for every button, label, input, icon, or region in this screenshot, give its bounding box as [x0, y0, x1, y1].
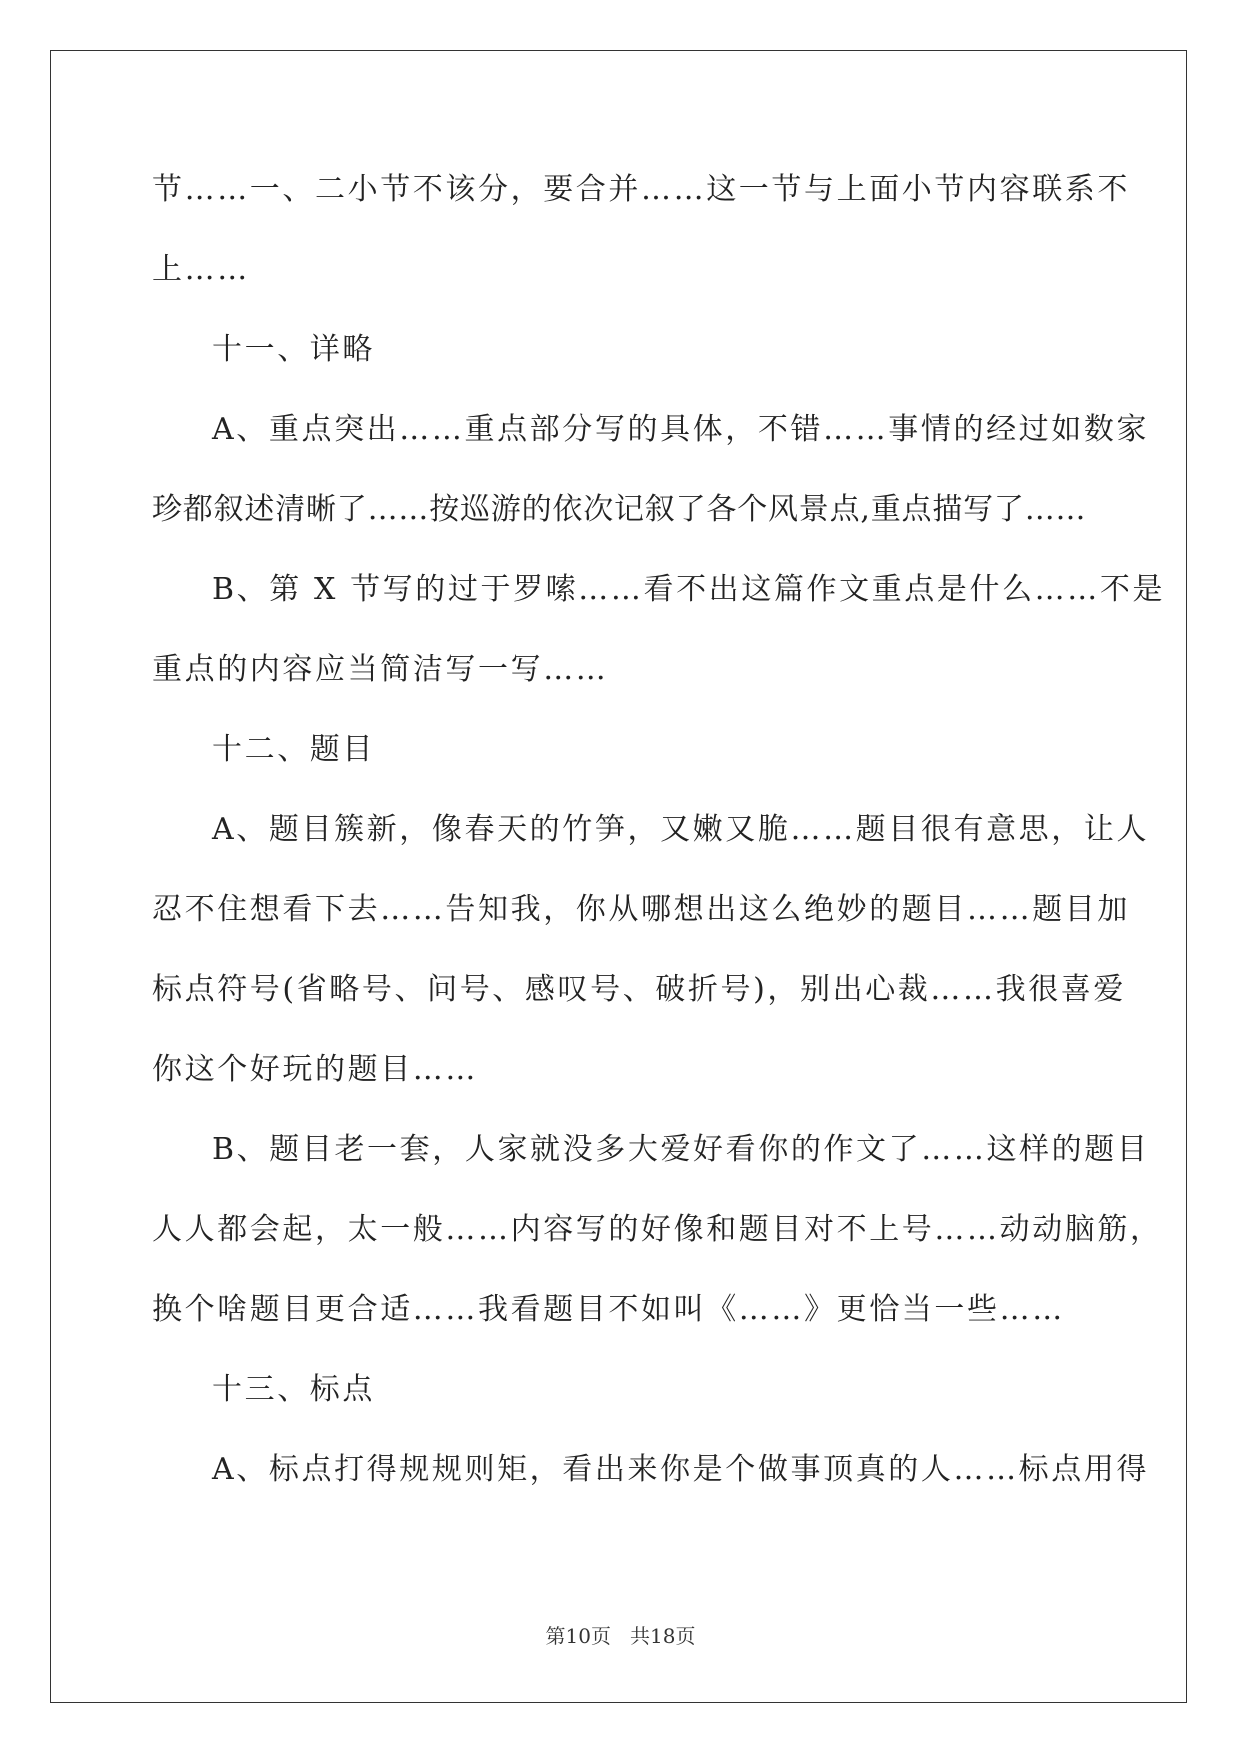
body-line: B、第 X 节写的过于罗嗦……看不出这篇作文重点是什么……不是 [212, 572, 1166, 607]
body-line: A、题目簇新，像春天的竹笋，又嫩又脆……题目很有意思，让人 [212, 812, 1150, 847]
body-line: 珍都叙述清晰了……按巡游的依次记叙了各个风景点,重点描写了…… [152, 492, 1087, 527]
section-heading: 十二、题目 [212, 732, 375, 767]
body-line: 重点的内容应当简洁写一写…… [152, 652, 609, 687]
section-heading: 十一、详略 [212, 332, 375, 367]
body-line: 上…… [152, 252, 250, 287]
body-line: 人人都会起，太一般……内容写的好像和题目对不上号……动动脑筋， [152, 1212, 1163, 1247]
body-line: A、标点打得规规则矩，看出来你是个做事顶真的人……标点用得 [212, 1452, 1150, 1487]
page-number-footer: 第10页 共18页 [545, 1624, 696, 1648]
body-line: 标点符号(省略号、问号、感叹号、破折号)，别出心裁……我很喜爱 [152, 972, 1127, 1007]
body-line: B、题目老一套，人家就没多大爱好看你的作文了……这样的题目 [212, 1132, 1150, 1167]
body-line: 节……一、二小节不该分，要合并……这一节与上面小节内容联系不 [152, 172, 1130, 207]
section-heading: 十三、标点 [212, 1372, 375, 1407]
body-line: A、重点突出……重点部分写的具体，不错……事情的经过如数家 [212, 412, 1150, 447]
body-line: 忍不住想看下去……告知我，你从哪想出这么绝妙的题目……题目加 [152, 892, 1130, 927]
body-line: 你这个好玩的题目…… [152, 1052, 478, 1087]
body-line: 换个啥题目更合适……我看题目不如叫《……》更恰当一些…… [152, 1292, 1065, 1327]
